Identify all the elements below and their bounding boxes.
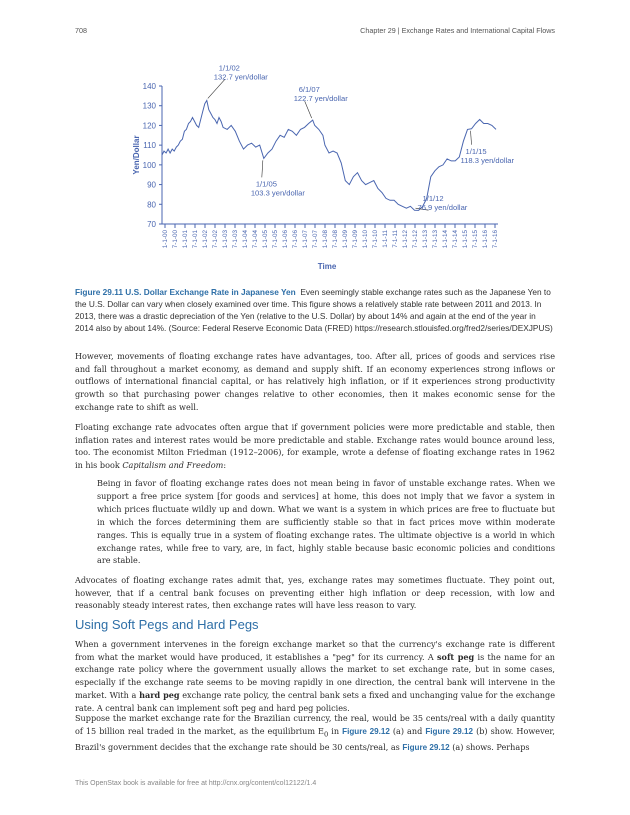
subscript: 0 — [323, 730, 329, 739]
y-tick-label: 100 — [142, 160, 156, 170]
annotation-date: 1/1/05 — [255, 179, 277, 189]
section-heading: Using Soft Pegs and Hard Pegs — [75, 617, 259, 632]
x-tick-label: 7-1-00 — [172, 230, 179, 249]
annotation-value: 122.7 yen/dollar — [293, 94, 348, 104]
annotation-date: 1/1/02 — [218, 63, 240, 73]
x-tick-label: 1-1-00 — [162, 230, 169, 249]
y-tick-label: 120 — [142, 121, 156, 131]
annotation-value: 103.3 yen/dollar — [250, 188, 305, 198]
x-tick-label: 1-1-05 — [262, 230, 269, 249]
paragraph-text: Floating exchange rate advocates often argue that if government policies were more predictable and stable, then inflation rates and interest rates would be more predictable and stable. Exchange rates would bounce around less, too. The economist Milton Friedman (1912–2006), for example, wrote a defense of floating exchange rates in 1962 in his book — [75, 422, 555, 471]
annotation-pointer — [305, 101, 312, 118]
block-quote: Being in favor of floating exchange rates does not mean being in favor of unstable exchange rates. When we support a free price system [for goods and services] at home, this does not imply that we favor a system in which prices fluctuate wildly up and down. What we want is a system in which prices are free to fluctuate but in which the forces determining them are sufficiently stable so that in fact prices move within moderate ranges. This is equally true in a system of floating exchange rates. The ultimate objective is a world in which exchange rates, while free to vary, are, in fact, highly stable because basic economic policies and conditions are stable. — [97, 478, 555, 566]
x-tick-label: 7-1-13 — [432, 230, 439, 249]
x-tick-label: 7-1-10 — [372, 230, 379, 249]
paragraph-text: Suppose the market exchange rate for the Brazilian currency, the real, would be 35 cents/real with a daily quantity of 15 billion real traded in the market, as the equilibrium E — [75, 713, 555, 736]
x-tick-label: 1-1-13 — [422, 230, 429, 249]
x-tick-label: 1-1-15 — [462, 230, 469, 249]
caption-text: Even seemingly stable exchange rates such as the Japanese Yen to the U.S. Dollar can vary when closely examined over time. This figure shows a relatively stable rate between 2011 and 2013. In 2013, there was a drastic depreciation of the Yen (relative to the U.S. Dollar) by about 14% and again at the end of the year in 2014 also by about 14%. (Source: Federal Reserve Economic Data (FRED) https://research.stlouisfed.org/fred2/series/DEXJPUS) — [75, 287, 553, 333]
x-tick-label: 1-1-09 — [342, 230, 349, 249]
x-tick-label: 7-1-06 — [292, 230, 299, 249]
paragraph — [75, 421, 555, 472]
paragraph-text: is the name for an exchange rate policy where the government usually allows the market to set exchange rate, but in some cases, especially if the exchange rate seems to be moving rapidly in one direction, the central bank will intervene in the market. With a — [75, 651, 555, 700]
x-tick-label: 7-1-03 — [232, 230, 239, 249]
x-tick-label: 7-1-11 — [392, 230, 399, 248]
x-tick-label: 1-1-02 — [202, 230, 209, 249]
annotation-pointer — [262, 160, 263, 177]
y-axis-label: Yen/Dollar — [132, 135, 141, 175]
x-tick-label: 7-1-04 — [252, 230, 259, 249]
paragraph-text: When a government intervenes in the foreign exchange market so that the currency's exchange rate is different from what the market would have produced, it establishes a "peg" for its currency. A — [75, 639, 555, 662]
annotation-value: 132.7 yen/dollar — [213, 72, 268, 82]
x-tick-label: 1-1-03 — [222, 230, 229, 249]
y-tick-label: 70 — [147, 220, 156, 229]
y-tick-label: 140 — [142, 82, 156, 91]
annotation-value: 76.9 yen/dollar — [417, 203, 468, 213]
annotation-date: 6/1/07 — [298, 85, 320, 95]
x-tick-label: 7-1-16 — [492, 230, 499, 249]
x-tick-label: 7-1-08 — [332, 230, 339, 249]
annotation-date: 1/1/12 — [422, 194, 444, 204]
paragraph-text: (a) shows. Perhaps — [449, 742, 530, 753]
paragraph: Advocates of floating exchange rates admit that, yes, exchange rates may sometimes fluctuate. They point out, however, that if a central bank focuses on preventing either high inflation or deep recession, with low and reasonably steady interest rates, then exchange rates will have less reason to vary. — [75, 575, 555, 611]
annotation-pointer — [208, 79, 225, 98]
series-line — [162, 100, 496, 213]
annotation-date: 1/1/15 — [465, 146, 487, 156]
figure-link[interactable]: Figure 29.12 — [402, 743, 450, 753]
annotation-pointer — [471, 131, 472, 145]
x-tick-label: 1-1-12 — [402, 230, 409, 249]
paragraph-text: in — [328, 725, 343, 736]
x-tick-label: 1-1-16 — [482, 230, 489, 249]
figure-label: Figure 29.11 U.S. Dollar Exchange Rate in Japanese Yen — [75, 287, 296, 297]
figure-caption — [75, 286, 555, 334]
x-tick-label: 7-1-02 — [212, 230, 219, 249]
y-tick-label: 130 — [142, 101, 156, 111]
x-tick-label: 1-1-04 — [242, 230, 249, 249]
book-title: Capitalism and Freedom — [122, 460, 224, 471]
key-term: hard peg — [139, 689, 180, 700]
x-tick-label: 7-1-15 — [472, 230, 479, 249]
paragraph — [75, 638, 555, 714]
x-tick-label: 7-1-12 — [412, 230, 419, 249]
x-tick-label: 7-1-14 — [452, 230, 459, 249]
x-axis-label: Time — [317, 262, 337, 271]
paragraph-text: (a) and — [389, 725, 426, 736]
paragraph-text: exchange rate policy, the central bank sets a fixed and unchanging value for the exchange rate. A central bank can implement soft peg and hard peg policies. — [75, 689, 555, 713]
footer-text: This OpenStax book is available for free at http://cnx.org/content/col12122/1.4 — [75, 780, 317, 787]
paragraph: However, movements of floating exchange rates have advantages, too. After all, prices of goods and services rise and fall throughout a market economy, as demand and supply shift. If an economy experiences strong inflows or outflows of international financial capital, or has relatively high inflation, or if it experiences strong productivity growth so that purchasing power changes relative to other economies, then it makes economic sense for the exchange rate to shift as well. — [75, 351, 555, 412]
x-tick-label: 1-1-14 — [442, 230, 449, 249]
x-tick-label: 7-1-05 — [272, 230, 279, 249]
x-tick-label: 1-1-11 — [382, 230, 389, 248]
y-tick-label: 110 — [143, 141, 156, 151]
x-tick-label: 1-1-08 — [322, 230, 329, 249]
y-tick-label: 90 — [147, 180, 156, 190]
exchange-rate-chart — [75, 63, 555, 277]
figure-link[interactable]: Figure 29.12 — [342, 726, 390, 736]
x-tick-label: 7-1-01 — [192, 230, 199, 249]
annotation-value: 118.3 yen/dollar — [460, 155, 515, 165]
paragraph-text: : — [223, 460, 227, 471]
paragraph — [75, 712, 555, 755]
page-number: 708 — [75, 26, 87, 35]
x-tick-label: 1-1-01 — [182, 230, 189, 249]
x-tick-label: 7-1-07 — [312, 230, 319, 249]
x-tick-label: 1-1-06 — [282, 230, 289, 249]
x-tick-label: 1-1-10 — [362, 230, 369, 249]
paragraph-text: (b) show. However, Brazil's government decides that the exchange rate should be 30 cents/real, as — [75, 725, 555, 753]
x-tick-label: 7-1-09 — [352, 230, 359, 249]
y-tick-label: 80 — [147, 200, 156, 210]
key-term: soft peg — [436, 651, 475, 662]
chapter-title: Chapter 29 | Exchange Rates and International Capital Flows — [360, 26, 555, 35]
figure-link[interactable]: Figure 29.12 — [425, 726, 474, 736]
x-tick-label: 1-1-07 — [302, 230, 309, 249]
